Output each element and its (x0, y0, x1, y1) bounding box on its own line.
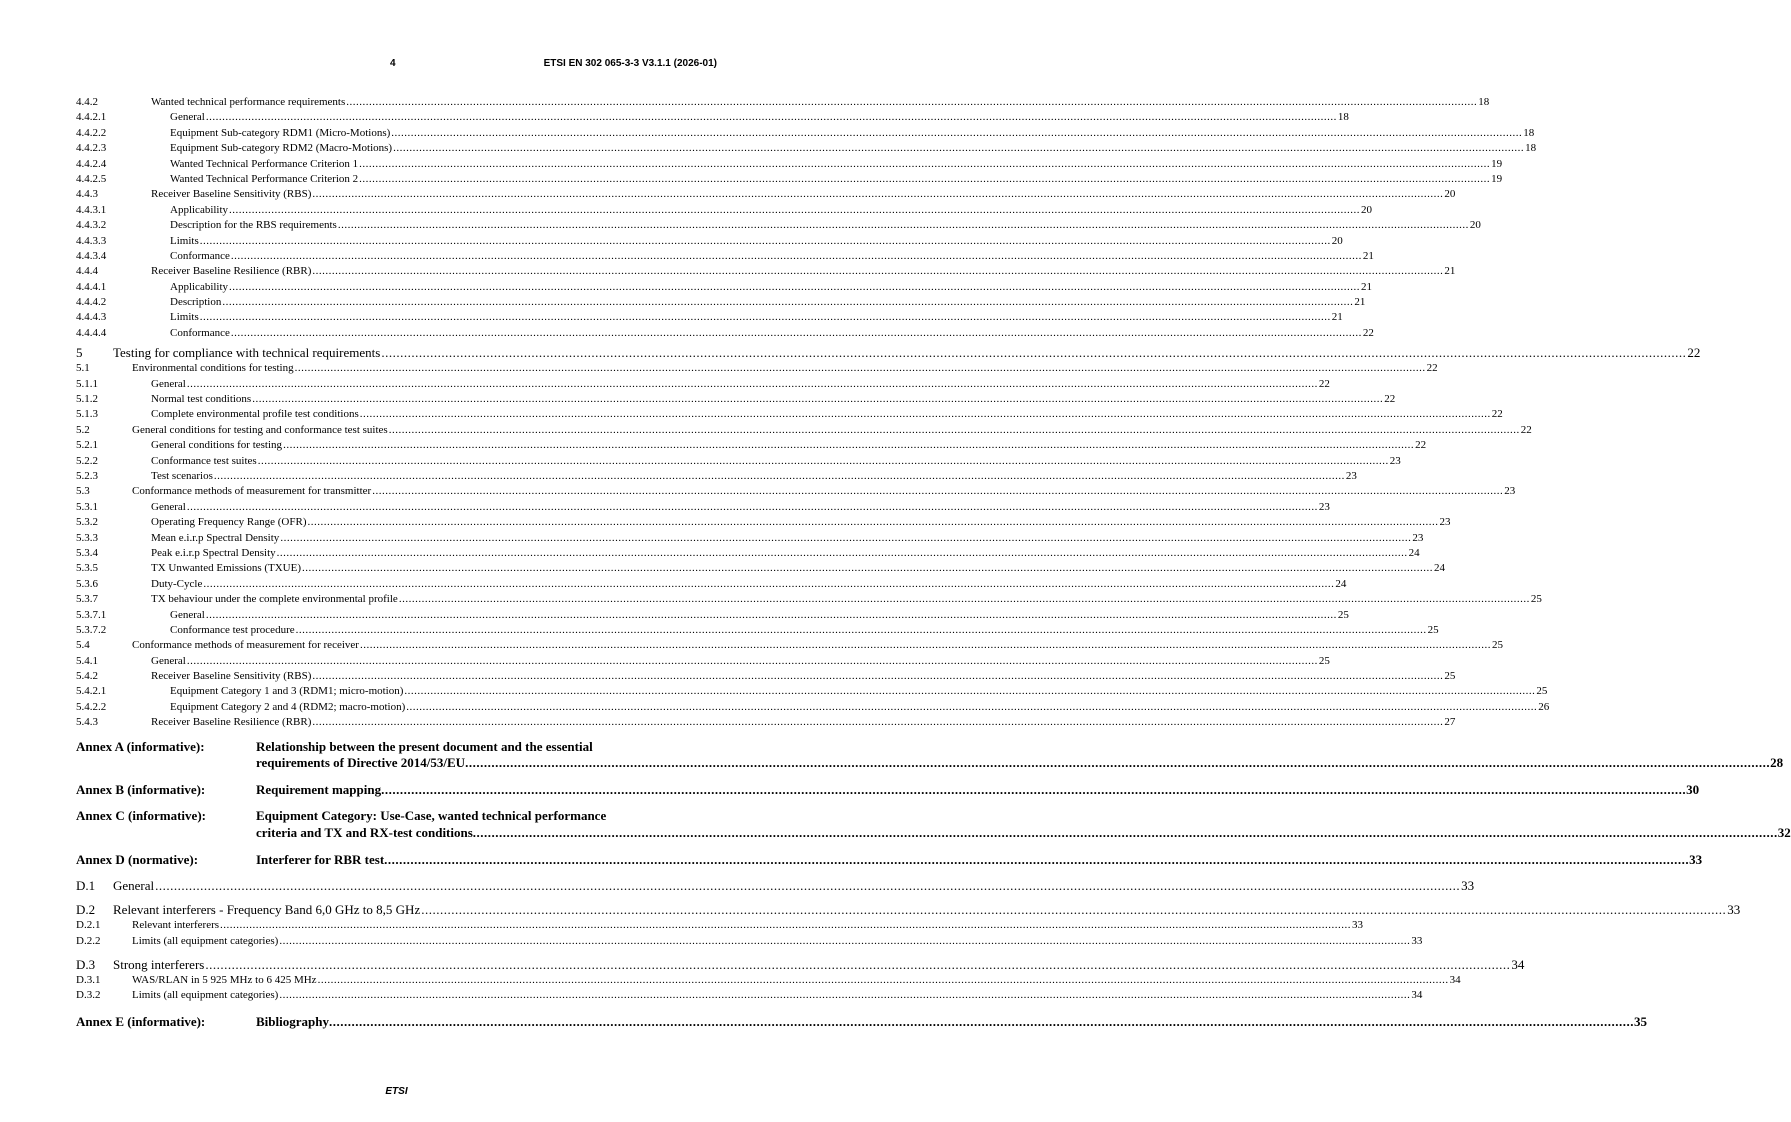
toc-entry-number: 4.4.4.2 (76, 296, 107, 309)
toc-section-5 (76, 345, 1701, 361)
dot-leader (205, 957, 1510, 973)
dot-leader (231, 249, 1362, 264)
toc-entry-title: Applicability (170, 280, 229, 295)
toc-entry-title: Limits (170, 234, 200, 249)
toc-entry[interactable] (76, 345, 1701, 361)
toc-entry-number: 5.3.3 (76, 531, 98, 544)
toc-entry[interactable] (76, 902, 1741, 918)
toc-entry-page: 25 (1535, 684, 1547, 699)
toc-entry-number: 4.4.3 (76, 188, 98, 201)
toc-entry-page: 22 (1362, 326, 1374, 341)
toc-entry-title: Limits (all equipment categories) (132, 988, 279, 1003)
annex-page: 33 (1689, 851, 1703, 867)
toc-entry-number: D.3.1 (76, 973, 101, 986)
toc-entry-title: Conformance (170, 249, 231, 264)
toc-entry[interactable] (76, 110, 1349, 125)
toc-entry-page: 22 (1687, 345, 1701, 361)
dot-leader (312, 669, 1443, 684)
toc-entry-number: 5.1.1 (76, 377, 98, 390)
toc-entry-page: 22 (1426, 361, 1438, 376)
toc-entry-number: 5.2.2 (76, 454, 98, 467)
toc-entry-title: General (151, 377, 187, 392)
toc-entry-title: Description for the RBS requirements (170, 218, 338, 233)
toc-entry-number: D.2 (76, 902, 96, 918)
toc-entry-title: Wanted Technical Performance Criterion 1 (170, 157, 359, 172)
dot-leader (258, 454, 1389, 469)
annex-title: Equipment Category: Use-Case, wanted technical performance (256, 808, 607, 824)
dot-leader (277, 546, 1408, 561)
annex-entry[interactable] (76, 781, 1700, 799)
toc-entry-number: 5.3 (76, 485, 90, 498)
toc-entry[interactable] (76, 956, 1525, 973)
toc-entry[interactable] (76, 295, 1366, 310)
toc-entry-title: Wanted technical performance requirements (151, 95, 346, 110)
toc-entry[interactable] (76, 423, 1532, 438)
toc-entry[interactable] (76, 361, 1438, 376)
dot-leader (312, 715, 1443, 730)
toc-entry-page: 24 (1408, 546, 1420, 561)
toc-entry-number: 5.3.6 (76, 577, 98, 590)
toc-entry[interactable] (76, 515, 1451, 530)
dot-leader (406, 700, 1537, 715)
toc-entry-number: 4.4.3.4 (76, 249, 107, 262)
toc-entry-number: 4.4.4.1 (76, 280, 107, 293)
dot-leader (206, 608, 1337, 623)
toc-entry-page: 26 (1537, 700, 1549, 715)
toc-entry-title: Relevant interferers - Frequency Band 6,0 GHz to 8,5 GHz (113, 902, 421, 918)
toc-entry-page: 33 (1461, 878, 1475, 894)
toc-entry-number: 4.4.2.1 (76, 111, 107, 124)
toc-entry-title: Limits (all equipment categories) (132, 934, 279, 949)
toc-entry[interactable] (76, 577, 1347, 592)
toc-entry-title: Equipment Sub-category RDM2 (Macro-Motions) (170, 141, 393, 156)
toc-entry[interactable] (76, 669, 1456, 684)
toc-entry-title: Equipment Category 1 and 3 (RDM1; micro-motion) (170, 684, 404, 699)
dot-leader (220, 918, 1351, 933)
toc-entry-page: 23 (1318, 500, 1330, 515)
toc-entry[interactable] (76, 141, 1537, 156)
annex-title: criteria and TX and RX-test conditions (256, 825, 473, 840)
toc-entry-page: 33 (1727, 902, 1741, 918)
dot-leader (222, 295, 1353, 310)
toc-entry-number: 5.4.2.1 (76, 685, 107, 698)
toc-entry[interactable] (76, 700, 1550, 715)
toc-entry[interactable] (76, 684, 1548, 699)
toc-entry-page: 21 (1353, 295, 1365, 310)
toc-entry-number: D.3 (76, 956, 96, 972)
toc-entry[interactable] (76, 234, 1343, 249)
toc-entry-page: 33 (1351, 918, 1363, 933)
toc-entry-number: 4.4.2.4 (76, 157, 107, 170)
annex-entry[interactable] (76, 738, 1784, 772)
toc-entry[interactable] (76, 126, 1535, 141)
annex-label: Annex D (normative): (76, 851, 199, 867)
toc-entry[interactable] (76, 638, 1503, 653)
toc-entry-page: 34 (1410, 988, 1422, 1003)
toc-entry-page: 18 (1524, 141, 1536, 156)
toc-entry-page: 23 (1411, 531, 1423, 546)
toc-entry-number: 5.3.4 (76, 546, 98, 559)
toc-entry-page: 22 (1318, 377, 1330, 392)
toc-entry-title: Receiver Baseline Resilience (RBR) (151, 715, 312, 730)
dot-leader (465, 755, 1770, 772)
toc-entry-number: 4.4.2.3 (76, 142, 107, 155)
dot-leader (295, 361, 1426, 376)
dot-leader (200, 310, 1331, 325)
toc-entry-number: 5.3.1 (76, 500, 98, 513)
toc-entry-number: 4.4.4.3 (76, 311, 107, 324)
toc-entry-number: 5.3.2 (76, 516, 98, 529)
toc-entry[interactable] (76, 280, 1373, 295)
toc-entry-number: 4.4.3.3 (76, 234, 107, 247)
dot-leader (206, 110, 1337, 125)
toc-entry[interactable] (76, 484, 1516, 499)
toc-entry-page: 23 (1503, 484, 1515, 499)
toc-entry-title: Duty-Cycle (151, 577, 203, 592)
toc-entry-page: 20 (1331, 234, 1343, 249)
dot-leader (203, 577, 1334, 592)
dot-leader (384, 852, 1689, 869)
toc-entry-page: 24 (1433, 561, 1445, 576)
toc-entry[interactable] (76, 454, 1401, 469)
toc-entry-number: D.1 (76, 878, 96, 894)
toc-entry[interactable] (76, 654, 1330, 669)
toc-entry[interactable] (76, 172, 1503, 187)
toc-entry-title: Complete environmental profile test conditions (151, 407, 360, 422)
annex-title: Relationship between the present document and the essential (256, 738, 593, 754)
toc-entry-page: 21 (1360, 280, 1372, 295)
dot-leader (404, 684, 1535, 699)
dot-leader (214, 469, 1345, 484)
toc-entry-title: WAS/RLAN in 5 925 MHz to 6 425 MHz (132, 973, 318, 988)
toc-entry-page: 23 (1345, 469, 1357, 484)
dot-leader (252, 392, 1383, 407)
toc-entry[interactable] (76, 561, 1446, 576)
toc-entry-number: 4.4.4.4 (76, 326, 107, 339)
toc-entry[interactable] (76, 500, 1330, 515)
toc-entry[interactable] (76, 187, 1456, 202)
toc-entry-number: 5.4.2.2 (76, 700, 107, 713)
toc-entry-title: Strong interferers (113, 956, 205, 972)
toc-entry-number: 4.4.2.5 (76, 172, 107, 185)
dot-leader (229, 203, 1360, 218)
toc-entry-title: Limits (170, 310, 200, 325)
toc-entry-page: 23 (1389, 454, 1401, 469)
dot-leader (312, 187, 1443, 202)
toc-entry-title: Equipment Category 2 and 4 (RDM2; macro-motion) (170, 700, 406, 715)
toc-entry-number: D.2.2 (76, 934, 101, 947)
toc-entry-title: Mean e.i.r.p Spectral Density (151, 531, 280, 546)
toc-entry-number: 5.2.1 (76, 439, 98, 452)
dot-leader (229, 280, 1360, 295)
dot-leader (359, 157, 1490, 172)
toc-entry-number: 5.4.1 (76, 654, 98, 667)
toc-entry-number: 5.4.3 (76, 716, 98, 729)
dot-leader (346, 95, 1477, 110)
toc-entry[interactable] (76, 988, 1423, 1003)
annex-title: Interferer for RBR test (256, 851, 385, 867)
toc-entry-number: 4.4.4 (76, 265, 98, 278)
dot-leader (381, 345, 1686, 361)
footer-etsi: ETSI (385, 1086, 408, 1097)
dot-leader (231, 326, 1362, 341)
toc-entry[interactable] (76, 438, 1427, 453)
toc-entry-title: Wanted Technical Performance Criterion 2 (170, 172, 359, 187)
dot-leader (372, 484, 1503, 499)
toc-entry-page: 27 (1443, 715, 1455, 730)
toc-entry-number: D.2.1 (76, 919, 101, 932)
toc-entry-title: TX Unwanted Emissions (TXUE) (151, 561, 302, 576)
toc-entry-page: 19 (1490, 172, 1502, 187)
toc-entry[interactable] (76, 934, 1423, 949)
toc-entry[interactable] (76, 715, 1456, 730)
toc-entry-title: Applicability (170, 203, 229, 218)
toc-entry-page: 21 (1362, 249, 1374, 264)
annex-title: Bibliography (256, 1013, 329, 1029)
toc-entry-page: 20 (1360, 203, 1372, 218)
toc-entry-title: General (151, 654, 187, 669)
toc-entry-number: 5.4.2 (76, 670, 98, 683)
dot-leader (360, 407, 1491, 422)
toc-entry[interactable] (76, 377, 1330, 392)
dot-leader (360, 638, 1491, 653)
toc-entry[interactable] (76, 249, 1374, 264)
dot-leader (187, 377, 1318, 392)
dot-leader (187, 500, 1318, 515)
annex-entry[interactable] (76, 808, 1791, 841)
toc-entry-page: 22 (1383, 392, 1395, 407)
toc-entry[interactable] (76, 973, 1461, 988)
toc-entry-page: 22 (1520, 423, 1532, 438)
toc-entry-page: 18 (1477, 95, 1489, 110)
toc-entry-page: 22 (1491, 407, 1503, 422)
toc-entry-page: 25 (1337, 608, 1349, 623)
dot-leader (389, 423, 1520, 438)
toc-entry-page: 23 (1439, 515, 1451, 530)
toc-entry-title: Conformance test procedure (170, 623, 296, 638)
toc-entry-page: 22 (1414, 438, 1426, 453)
toc-entry-title: Receiver Baseline Sensitivity (RBS) (151, 669, 312, 684)
toc-entry-number: 5.2 (76, 423, 90, 436)
toc-entry-title: Description (170, 295, 222, 310)
toc-entry[interactable] (76, 310, 1343, 325)
toc-entry-title: Receiver Baseline Sensitivity (RBS) (151, 187, 312, 202)
annex-title: Requirement mapping (256, 781, 382, 797)
toc-entry-page: 19 (1490, 157, 1502, 172)
toc-entry-title: Conformance test suites (151, 454, 258, 469)
annex-page: 30 (1686, 781, 1700, 797)
toc-entry-page: 34 (1449, 973, 1461, 988)
toc-entry[interactable] (76, 95, 1490, 110)
toc-entry-page: 18 (1337, 110, 1349, 125)
toc-entry-number: 5.2.3 (76, 469, 98, 482)
toc-entry-page: 20 (1469, 218, 1481, 233)
toc-entry[interactable] (76, 407, 1503, 422)
toc-entry-title: Test scenarios (151, 469, 214, 484)
toc-entry[interactable] (76, 918, 1364, 933)
annex-label: Annex C (informative): (76, 808, 206, 824)
toc-block-4-4 (76, 95, 1537, 341)
toc-entry-page: 25 (1427, 623, 1439, 638)
dot-leader (391, 126, 1522, 141)
toc-entry-title: Relevant interferers (132, 918, 220, 933)
toc-entry-page: 21 (1443, 264, 1455, 279)
toc-entry-title: Peak e.i.r.p Spectral Density (151, 546, 277, 561)
dot-leader (187, 654, 1318, 669)
dot-leader (473, 825, 1778, 842)
toc-entry[interactable] (76, 392, 1396, 407)
dot-leader (280, 531, 1411, 546)
annex-label: Annex E (informative): (76, 1013, 206, 1029)
toc-entry-number: 4.4.3.2 (76, 219, 107, 232)
toc-annex-e (76, 1013, 1647, 1031)
dot-leader (359, 172, 1490, 187)
document-id: ETSI EN 302 065-3-3 V3.1.1 (2026-01) (543, 58, 717, 69)
toc-entry-number: 5.3.7 (76, 593, 98, 606)
dot-leader (296, 623, 1427, 638)
toc-entry-title: Environmental conditions for testing (132, 361, 295, 376)
toc-entry[interactable] (76, 218, 1481, 233)
toc-entry-title: General conditions for testing (151, 438, 283, 453)
annex-label: Annex A (informative): (76, 738, 205, 754)
toc-entry-title: Testing for compliance with technical requirements (113, 345, 381, 361)
toc-entry[interactable] (76, 878, 1475, 894)
dot-leader (393, 141, 1524, 156)
toc-entry-title: General (170, 608, 206, 623)
toc-entry[interactable] (76, 157, 1503, 172)
toc-entry-page: 34 (1511, 956, 1525, 972)
dot-leader (302, 561, 1433, 576)
annex-page: 28 (1770, 755, 1784, 771)
toc-entry-page: 18 (1522, 126, 1534, 141)
toc-annexes (76, 738, 1791, 869)
dot-leader (381, 782, 1686, 799)
toc-entry-title: Conformance methods of measurement for receiver (132, 638, 360, 653)
annex-page: 35 (1633, 1013, 1647, 1029)
toc-entry-page: 25 (1443, 669, 1455, 684)
toc-entry-number: D.3.2 (76, 989, 101, 1002)
toc-entry-title: Receiver Baseline Resilience (RBR) (151, 264, 312, 279)
toc-entry-page: 24 (1334, 577, 1346, 592)
toc-entry-number: 5.3.5 (76, 562, 98, 575)
toc-entry-page: 25 (1491, 638, 1503, 653)
annex-entry[interactable] (76, 1013, 1647, 1031)
toc-entry[interactable] (76, 592, 1542, 607)
dot-leader (312, 264, 1443, 279)
toc-entry-title: Normal test conditions (151, 392, 252, 407)
toc-entry-title: General (151, 500, 187, 515)
toc-entry-title: Conformance methods of measurement for transmitter (132, 484, 372, 499)
toc-entry-title: TX behaviour under the complete environmental profile (151, 592, 399, 607)
toc-entry-page: 33 (1410, 934, 1422, 949)
dot-leader (329, 1014, 1634, 1031)
table-of-contents (76, 95, 1791, 1030)
dot-leader (279, 934, 1410, 949)
toc-entry-number: 4.4.2 (76, 96, 98, 108)
toc-entry-page: 25 (1318, 654, 1330, 669)
dot-leader (279, 988, 1410, 1003)
toc-entry-number: 4.4.2.2 (76, 126, 107, 139)
dot-leader (308, 515, 1439, 530)
dot-leader (283, 438, 1414, 453)
toc-entry-page: 25 (1530, 592, 1542, 607)
toc-entry[interactable] (76, 469, 1357, 484)
annex-entry[interactable] (76, 851, 1703, 869)
toc-entry-title: Equipment Sub-category RDM1 (Micro-Motions) (170, 126, 391, 141)
toc-entry-title: General (170, 110, 206, 125)
dot-leader (318, 973, 1449, 988)
toc-entry[interactable] (76, 608, 1349, 623)
toc-entry-number: 5.1.3 (76, 408, 98, 421)
toc-entry-number: 5.3.7.1 (76, 608, 107, 621)
annex-page: 32 (1777, 825, 1791, 840)
annex-label: Annex B (informative): (76, 781, 206, 797)
toc-entry-title: General conditions for testing and conformance test suites (132, 423, 389, 438)
toc-entry-number: 4.4.3.1 (76, 203, 107, 216)
toc-entry-page: 21 (1331, 310, 1343, 325)
toc-block-5 (76, 361, 1550, 730)
toc-entry[interactable] (76, 546, 1420, 561)
toc-entry-number: 5.1 (76, 362, 90, 375)
toc-annex-d-contents (76, 878, 1741, 1004)
toc-entry-number: 5.3.7.2 (76, 623, 107, 636)
toc-entry[interactable] (76, 264, 1456, 279)
dot-leader (155, 878, 1460, 894)
toc-entry-number: 5 (76, 345, 83, 361)
dot-leader (399, 592, 1530, 607)
toc-entry-number: 5.4 (76, 639, 90, 652)
toc-entry[interactable] (76, 203, 1373, 218)
toc-entry-title: Operating Frequency Range (OFR) (151, 515, 308, 530)
toc-entry[interactable] (76, 531, 1424, 546)
toc-entry-title: Conformance (170, 326, 231, 341)
toc-entry-page: 20 (1443, 187, 1455, 202)
toc-entry[interactable] (76, 326, 1374, 341)
toc-entry-number: 5.1.2 (76, 393, 98, 406)
toc-entry[interactable] (76, 623, 1439, 638)
toc-entry-title: General (113, 878, 155, 894)
dot-leader (338, 218, 1469, 233)
dot-leader (421, 902, 1726, 918)
page-number: 4 (390, 58, 396, 69)
dot-leader (200, 234, 1331, 249)
annex-title: requirements of Directive 2014/53/EU (256, 755, 466, 771)
